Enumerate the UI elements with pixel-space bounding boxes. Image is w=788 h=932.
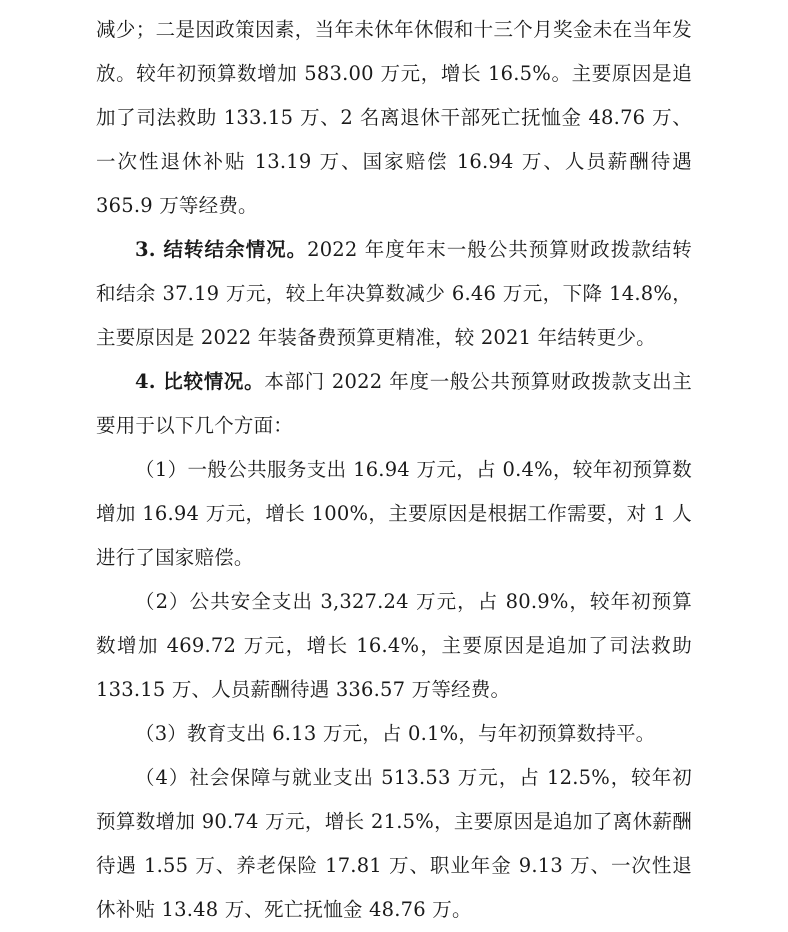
paragraph-text: 减少；二是因政策因素，当年未休年休假和十三个月奖金未在当年发放。较年初预算数增加 583.00 万元，增长 16.5%。主要原因是追加了司法救助 133.15 万、2 名离退休干部死亡抚恤金 48.76 万、一次性退休补贴 13.19 万、国家赔偿 16.94 万、人员薪酬待遇 365.9 万等经费。 bbox=[96, 18, 692, 217]
paragraph-sub-item-1 bbox=[96, 448, 692, 580]
paragraph-item-3 bbox=[96, 228, 692, 360]
paragraph-sub-item-4 bbox=[96, 756, 692, 932]
paragraph-continuation bbox=[96, 8, 692, 228]
paragraph-text: （1）一般公共服务支出 16.94 万元，占 0.4%，较年初预算数增加 16.94 万元，增长 100%，主要原因是根据工作需要，对 1 人进行了国家赔偿。 bbox=[96, 458, 692, 569]
paragraph-text: （4）社会保障与就业支出 513.53 万元，占 12.5%，较年初预算数增加 90.74 万元，增长 21.5%，主要原因是追加了离休薪酬待遇 1.55 万、养老保险 17.81 万、职业年金 9.13 万、一次性退休补贴 13.48 万、死亡抚恤金 48.76 万。 bbox=[96, 766, 692, 921]
document-body bbox=[96, 8, 692, 932]
paragraph-heading: 3. 结转结余情况。 bbox=[135, 238, 308, 261]
paragraph-text: （3）教育支出 6.13 万元，占 0.1%，与年初预算数持平。 bbox=[135, 722, 656, 745]
paragraph-text: （2）公共安全支出 3,327.24 万元，占 80.9%，较年初预算数增加 469.72 万元，增长 16.4%，主要原因是追加了司法救助 133.15 万、人员薪酬待遇 336.57 万等经费。 bbox=[96, 590, 692, 701]
paragraph-heading: 4. 比较情况。 bbox=[135, 370, 265, 393]
paragraph-sub-item-3 bbox=[96, 712, 692, 756]
paragraph-text: 2022 年度年末一般公共预算财政拨款结转和结余 37.19 万元，较上年决算数减少 6.46 万元，下降 14.8%，主要原因是 2022 年装备费预算更精准，较 2021 年结转更少。 bbox=[96, 238, 692, 349]
paragraph-item-4 bbox=[96, 360, 692, 448]
paragraph-sub-item-2 bbox=[96, 580, 692, 712]
paragraph-text: 本部门 2022 年度一般公共预算财政拨款支出主要用于以下几个方面： bbox=[96, 370, 693, 437]
